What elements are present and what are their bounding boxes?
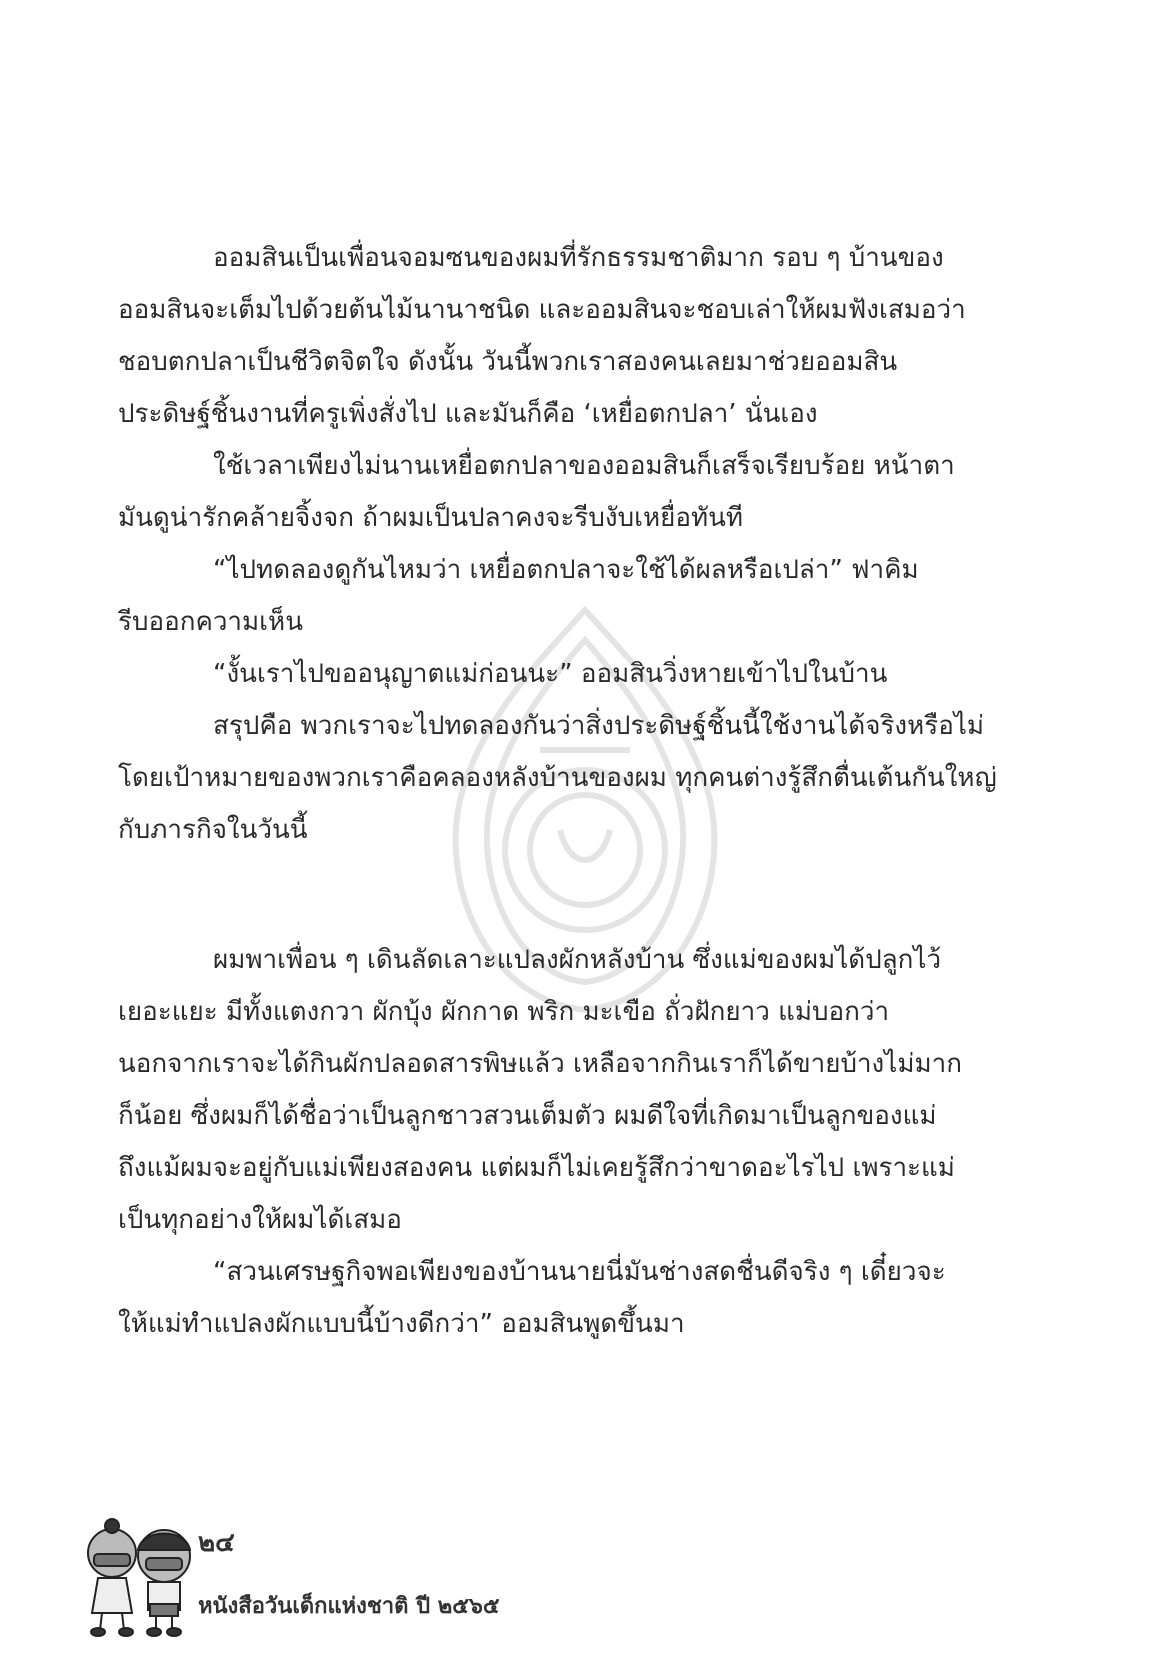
text-line: รีบออกความเห็น (118, 607, 303, 637)
text-line: กับภารกิจในวันนี้ (118, 815, 308, 845)
text-line: โดยเป้าหมายของพวกเราคือคลองหลังบ้านของผม ทุกคนต่างรู้สึกตื่นเต้นกันใหญ่ (118, 763, 997, 793)
book-title: หนังสือวันเด็กแห่งชาติ ปี ๒๕๖๕ (198, 1594, 500, 1619)
page-footer (72, 1518, 592, 1638)
child-mascots-icon (72, 1518, 202, 1638)
section-break (118, 856, 1018, 934)
text-line: ประดิษฐ์ชิ้นงานที่ครูเพิ่งสั่งไป และมันก็คือ ‘เหยื่อตกปลา’ นั่นเอง (118, 399, 818, 429)
paragraph-3 (118, 544, 1018, 648)
text-line: ชอบตกปลาเป็นชีวิตจิตใจ ดังนั้น วันนี้พวกเราสองคนเลยมาช่วยออมสิน (118, 347, 898, 377)
story-text (118, 232, 1018, 1350)
text-line: เยอะแยะ มีทั้งแตงกวา ผักบุ้ง ผักกาด พริก มะเขือ ถั่วฝักยาว แม่บอกว่า (118, 997, 890, 1027)
text-line: “ไปทดลองดูกันไหมว่า เหยื่อตกปลาจะใช้ได้ผลหรือเปล่า” ฟาคิม (213, 555, 919, 585)
paragraph-6 (118, 934, 1018, 1246)
text-line: มันดูน่ารักคล้ายจิ้งจก ถ้าผมเป็นปลาคงจะรีบงับเหยื่อทันที (118, 503, 744, 533)
text-line: เป็นทุกอย่างให้ผมได้เสมอ (118, 1205, 402, 1235)
text-line: ใช้เวลาเพียงไม่นานเหยื่อตกปลาของออมสินก็เสร็จเรียบร้อย หน้าตา (213, 451, 955, 481)
paragraph-2 (118, 440, 1018, 544)
text-line: ถึงแม้ผมจะอยู่กับแม่เพียงสองคน แต่ผมก็ไม่เคยรู้สึกว่าขาดอะไรไป เพราะแม่ (118, 1153, 955, 1183)
text-line: ให้แม่ทำแปลงผักแบบนี้บ้างดีกว่า” ออมสินพูดขึ้นมา (118, 1309, 685, 1339)
text-line: ออมสินจะเต็มไปด้วยต้นไม้นานาชนิด และออมสินจะชอบเล่าให้ผมฟังเสมอว่า (118, 295, 966, 325)
text-line: สรุปคือ พวกเราจะไปทดลองกันว่าสิ่งประดิษฐ์ชิ้นนี้ใช้งานได้จริงหรือไม่ (213, 711, 985, 741)
text-line: ผมพาเพื่อน ๆ เดินลัดเลาะแปลงผักหลังบ้าน ซึ่งแม่ของผมได้ปลูกไว้ (213, 945, 942, 975)
paragraph-5 (118, 700, 1018, 856)
text-line: “งั้นเราไปขออนุญาตแม่ก่อนนะ” ออมสินวิ่งหายเข้าไปในบ้าน (213, 659, 888, 689)
paragraph-4 (118, 648, 1018, 700)
paragraph-1 (118, 232, 1018, 440)
text-line: ออมสินเป็นเพื่อนจอมซนของผมที่รักธรรมชาติมาก รอบ ๆ บ้านของ (213, 243, 944, 273)
text-line: ก็น้อย ซึ่งผมก็ได้ชื่อว่าเป็นลูกชาวสวนเต็มตัว ผมดีใจที่เกิดมาเป็นลูกของแม่ (118, 1101, 937, 1131)
page-number: ๒๔ (198, 1528, 235, 1558)
paragraph-7 (118, 1246, 1018, 1350)
text-line: นอกจากเราจะได้กินผักปลอดสารพิษแล้ว เหลือจากกินเราก็ได้ขายบ้างไม่มาก (118, 1049, 962, 1079)
text-line: “สวนเศรษฐกิจพอเพียงของบ้านนายนี่มันช่างสดชื่นดีจริง ๆ เดี๋ยวจะ (213, 1257, 946, 1287)
